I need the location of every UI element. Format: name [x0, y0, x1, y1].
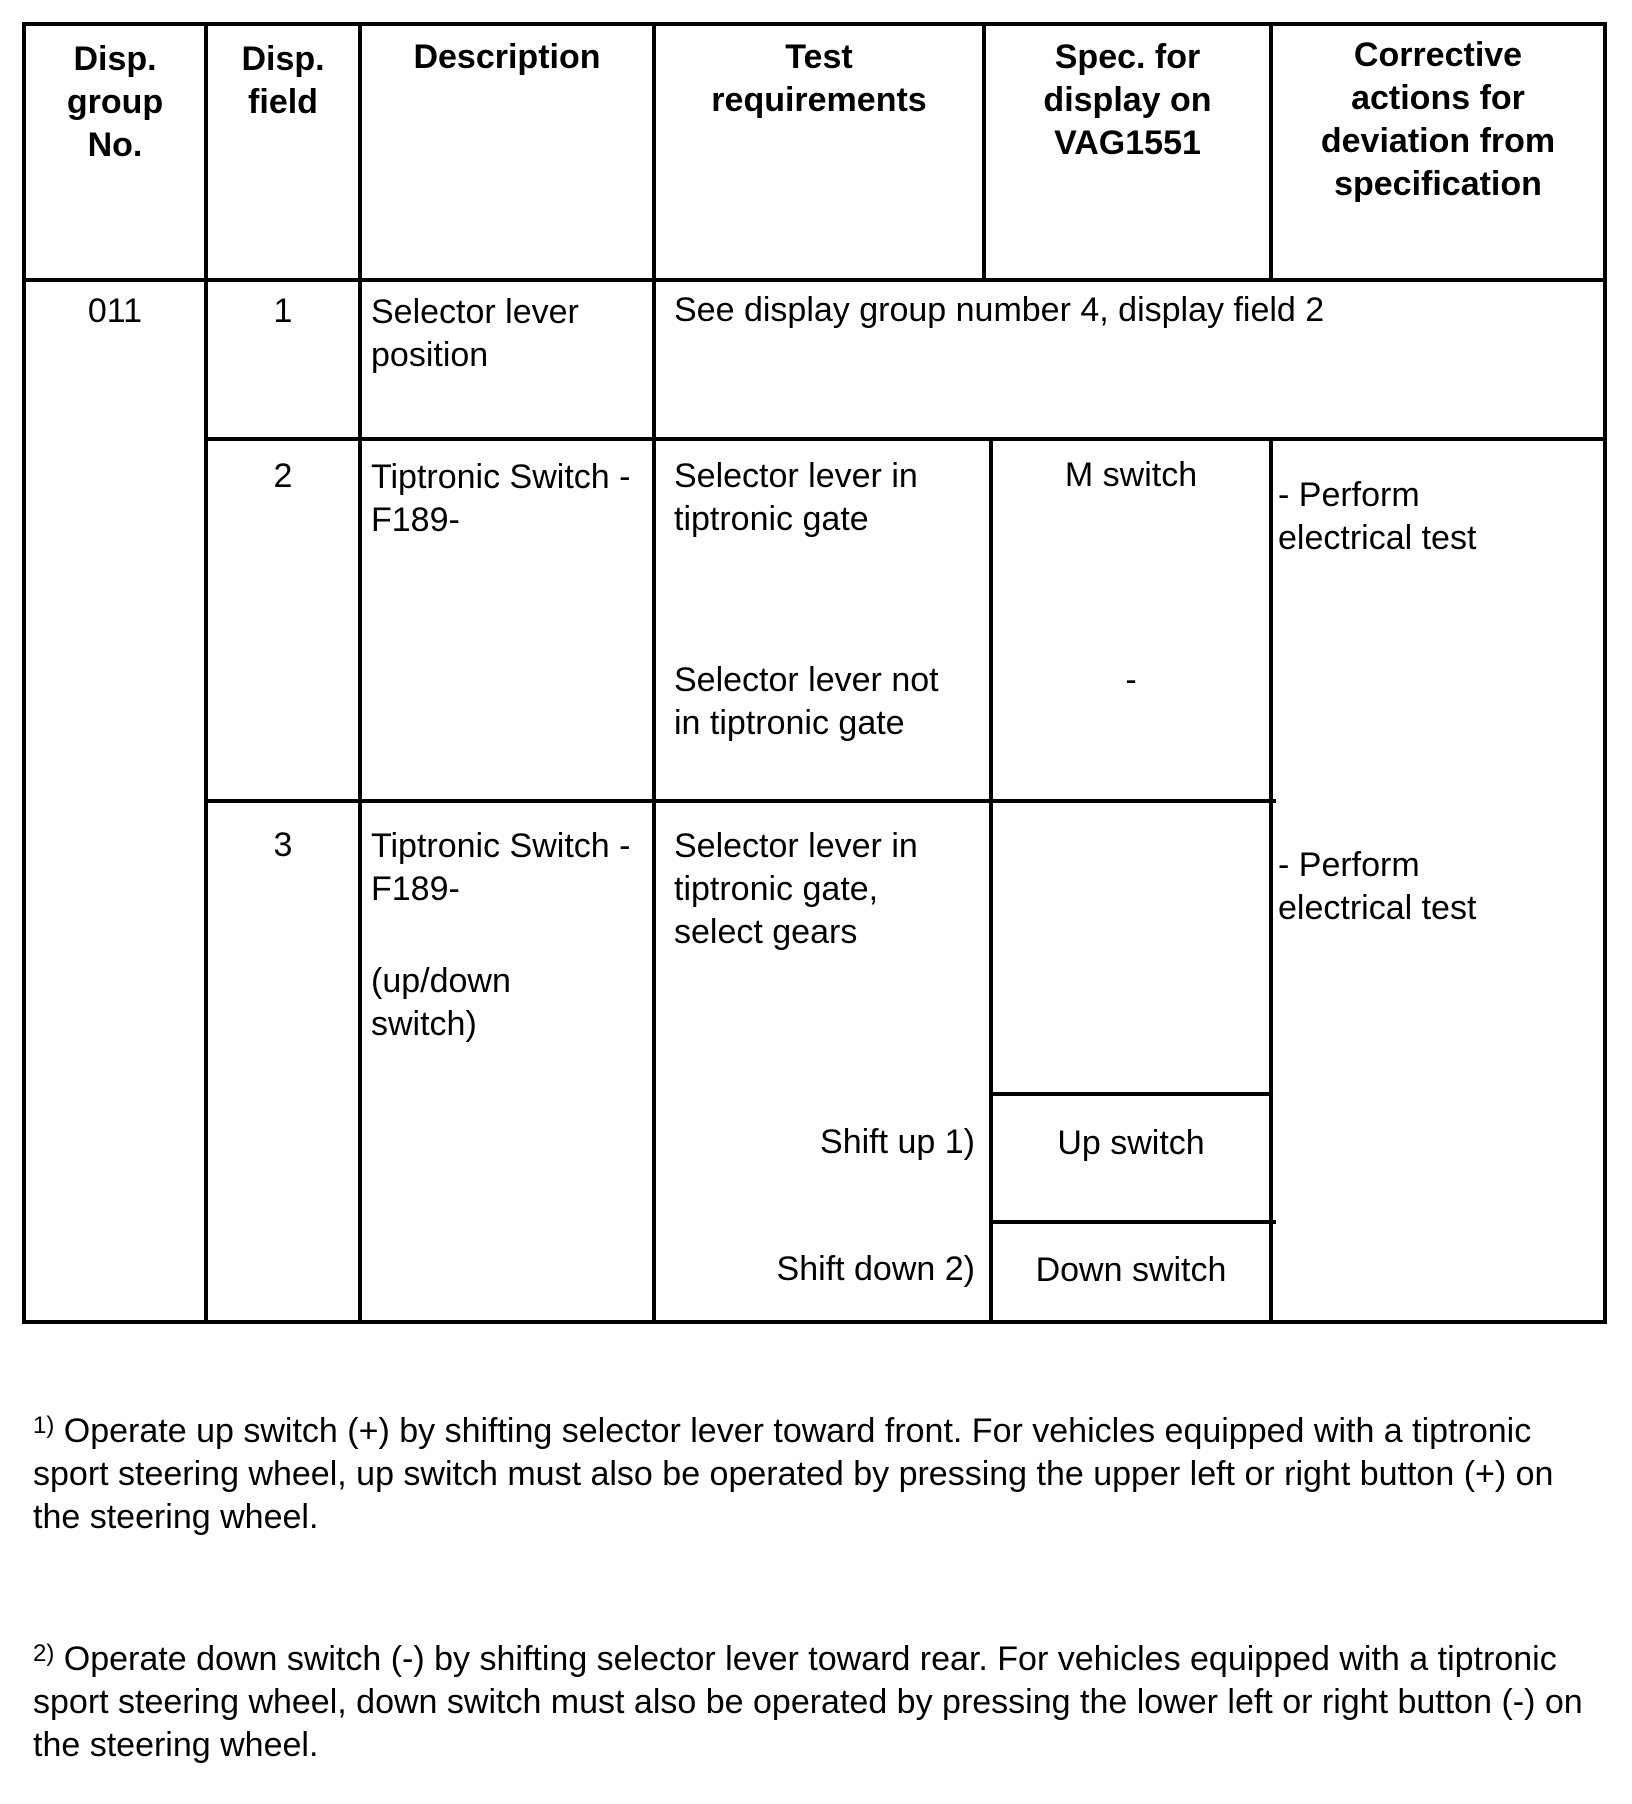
footnote-1-mark: 1) [33, 1412, 55, 1439]
row2-spec-dash: - [1125, 661, 1137, 699]
footnote-2-mark: 2) [33, 1640, 55, 1667]
col-divider-5-body [1269, 439, 1273, 1324]
header-bottom-border [22, 278, 1607, 282]
header-corrective-actions: Corrective actions for deviation from specification [1320, 36, 1556, 203]
row3-spec-up-switch: Up switch [1057, 1124, 1205, 1162]
row3-test-select-gears: Selector lever in tiptronic gate, select gears [674, 827, 918, 951]
row3-test-shift-down: Shift down 2) [776, 1250, 975, 1288]
header-disp-group-no: Disp. group No. [66, 40, 164, 164]
header-spec-display: Spec. for display on VAG1551 [1043, 38, 1212, 162]
row3-field: 3 [273, 826, 293, 864]
row1-note: See display group number 4, display field 2 [674, 291, 1325, 329]
footnote-1 [33, 1410, 1593, 1539]
row3-corrective-action: - Perform electrical test [1278, 846, 1477, 927]
col-divider-1 [204, 22, 208, 1324]
row3-description-extra: (up/down switch) [371, 962, 511, 1043]
row2-bottom-border [204, 799, 1276, 803]
group-number: 011 [87, 292, 143, 330]
row2-test-not-in-gate: Selector lever not in tiptronic gate [674, 661, 939, 742]
row2-spec-m-switch: M switch [1064, 456, 1198, 494]
header-description: Description [413, 38, 601, 76]
row1-bottom-border [204, 437, 1607, 441]
footnote-2-text: Operate down switch (-) by shifting selector lever toward rear. For vehicles equipped with a tiptronic sport steering wheel, down switch must also be operated by pressing the lower left or right button (-) on the steering wheel. [33, 1640, 1583, 1764]
row3-description: Tiptronic Switch - F189- [371, 827, 631, 908]
row2-test-in-gate: Selector lever in tiptronic gate [674, 457, 918, 538]
col-divider-4-body [989, 439, 993, 1324]
row2-corrective-action: - Perform electrical test [1278, 476, 1477, 557]
header-disp-field: Disp. field [241, 40, 325, 121]
row1-field: 1 [273, 292, 293, 330]
header-test-requirements: Test requirements [711, 38, 927, 119]
spec-down-top-border [989, 1220, 1276, 1224]
col-divider-3 [652, 22, 656, 1324]
row2-description: Tiptronic Switch - F189- [371, 458, 631, 539]
row3-spec-down-switch: Down switch [1035, 1251, 1227, 1289]
row2-field: 2 [273, 457, 293, 495]
spec-up-top-border [989, 1092, 1273, 1096]
col-divider-2 [358, 22, 362, 1324]
row1-description: Selector lever position [371, 293, 579, 374]
footnote-1-text: Operate up switch (+) by shifting selector lever toward front. For vehicles equipped with a tiptronic sport steering wheel, up switch must also be operated by pressing the upper left or right button (+) on the steering wheel. [33, 1412, 1554, 1536]
row3-test-shift-up: Shift up 1) [820, 1123, 975, 1161]
footnote-2 [33, 1638, 1593, 1767]
